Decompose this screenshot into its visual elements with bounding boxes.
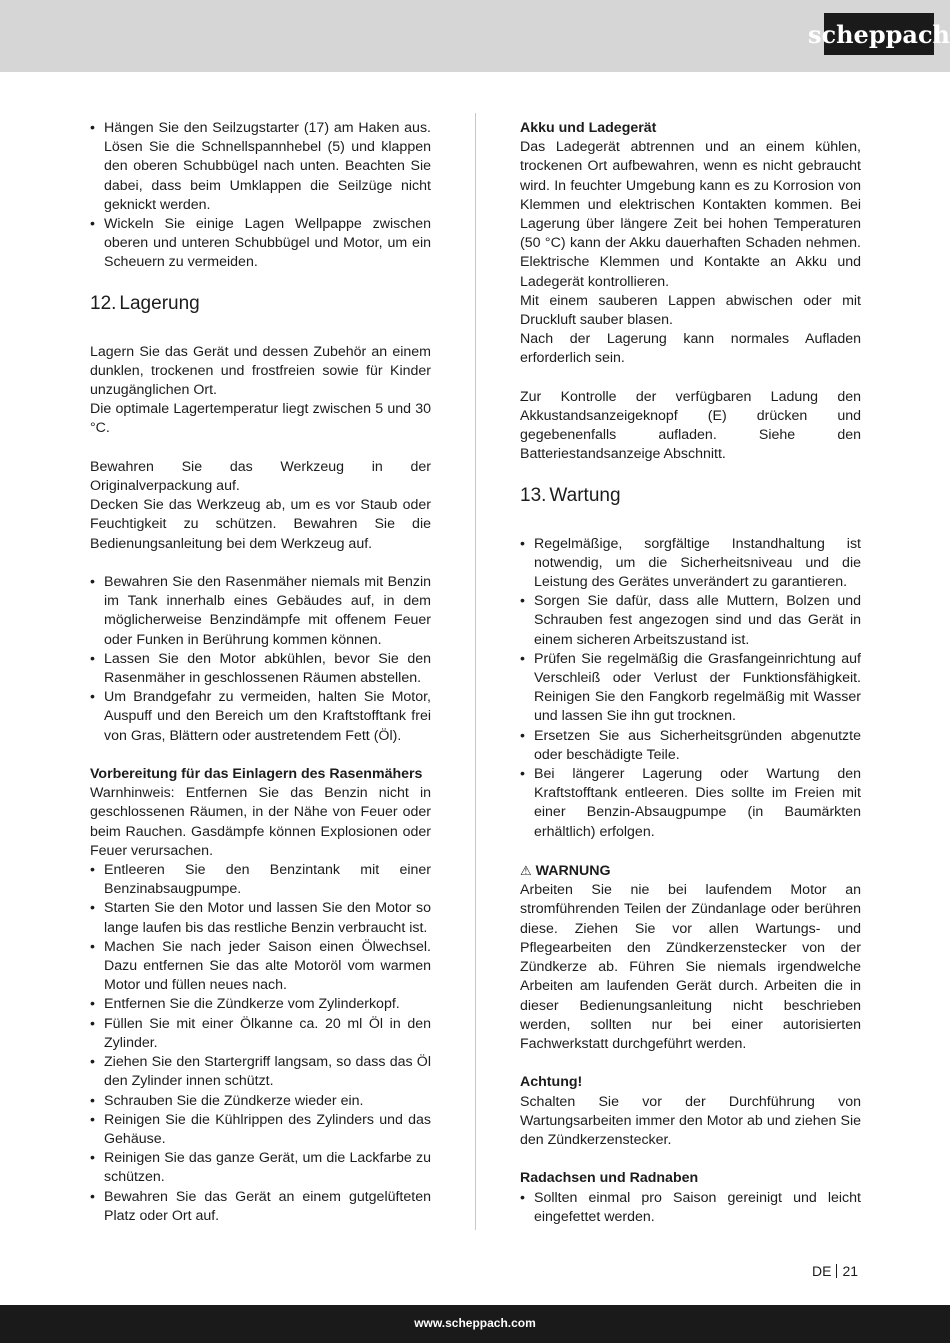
language-code: DE — [812, 1263, 832, 1279]
warnung-label: WARNUNG — [535, 863, 611, 880]
list-item: • Ziehen Sie den Startergriff langsam, so dass das Öl den Zylinder innen schützt. — [90, 1053, 431, 1091]
list-item: • Schrauben Sie die Zündkerze wieder ein. — [90, 1092, 431, 1111]
page-footer — [0, 1305, 950, 1343]
list-item: • Bewahren Sie das Gerät an einem gutgelüfteten Platz oder Ort auf. — [90, 1188, 431, 1226]
list-item: • Bewahren Sie den Rasenmäher niemals mit Benzin im Tank innerhalb eines Gebäudes auf, in dem möglicherweise Benzindämpfe mit offenem Feuer oder Funken in Berührung kommen können. — [90, 573, 431, 650]
list-item: • Lassen Sie den Motor abkühlen, bevor Sie den Rasenmäher in geschlossenen Räumen abstellen. — [90, 650, 431, 688]
storage-bullet-list — [90, 573, 431, 746]
subheading-achtung: Achtung! — [520, 1074, 583, 1091]
list-item: • Machen Sie nach jeder Saison einen Ölwechsel. Dazu entfernen Sie das alte Motoröl vom warmen Motor und füllen neues nach. — [90, 938, 431, 996]
column-divider — [475, 113, 476, 1230]
section-heading-lagerung — [90, 293, 431, 315]
section-number: 13. — [520, 484, 547, 506]
warning-triangle-icon: ⚠ — [520, 863, 532, 879]
list-item: • Starten Sie den Motor und lassen Sie den Motor so lange laufen bis das restliche Benzin verbraucht ist. — [90, 899, 431, 937]
list-item: • Sorgen Sie dafür, dass alle Muttern, Bolzen und Schrauben fest angezogen sind und das Gerät in einem sicheren Arbeitszustand ist. — [520, 592, 861, 650]
brand-logo — [807, 13, 950, 55]
intro-bullet-list — [90, 119, 431, 273]
paragraph: Zur Kontrolle der verfügbaren Ladung den Akkustandsanzeigeknopf (E) drücken und gegebenenfalls aufladen. Siehe den Batteriestandsanzeige Abschnitt. — [520, 388, 861, 463]
section-title: Lagerung — [119, 292, 200, 314]
brand-logo-text: scheppach — [807, 19, 950, 49]
list-item: • Entleeren Sie den Benzintank mit einer Benzinabsaugpumpe. — [90, 861, 431, 899]
page-number — [812, 1263, 858, 1279]
radachsen-bullet-list — [520, 1189, 861, 1227]
list-item: • Ersetzen Sie aus Sicherheitsgründen abgenutzte oder beschädigte Teile. — [520, 727, 861, 765]
paragraph: Warnhinweis: Entfernen Sie das Benzin nicht in geschlossenen Räumen, in der Nähe von Feuer oder beim Rauchen. Gasdämpfe können Explosionen oder Feuer verursachen. — [90, 785, 431, 859]
paragraph: Lagern Sie das Gerät und dessen Zubehör an einem dunklen, trockenen und frostfreien sowie für Kinder unzugänglichen Ort. — [90, 343, 431, 399]
list-item: • Sollten einmal pro Saison gereinigt und leicht eingefettet werden. — [520, 1189, 861, 1227]
subheading-akku: Akku und Ladegerät — [520, 120, 657, 136]
section-number: 12. — [90, 292, 117, 314]
website-link[interactable]: www.scheppach.com — [414, 1316, 536, 1330]
paragraph: Schalten Sie vor der Durchführung von Wartungsarbeiten immer den Motor ab und ziehen Sie den Zündkerzenstecker. — [520, 1093, 861, 1148]
paragraph: Nach der Lagerung kann normales Aufladen erforderlich sein. — [520, 331, 861, 367]
list-item: • Wickeln Sie einige Lagen Wellpappe zwischen oberen und unteren Schubbügel und Motor, um ein Scheuern zu vermeiden. — [90, 215, 431, 273]
paragraph: Bewahren Sie das Werkzeug in der Originalverpackung auf. — [90, 458, 431, 495]
list-item: • Um Brandgefahr zu vermeiden, halten Sie Motor, Auspuff und den Bereich um den Kraftstofftank frei von Gras, Blättern oder austretendem Fett (Öl). — [90, 688, 431, 746]
prep-bullet-list — [90, 861, 431, 1226]
list-item: • Prüfen Sie regelmäßig die Grasfangeinrichtung auf Verschleiß oder Verlust der Funktionsfähigkeit. Reinigen Sie den Fangkorb regelmäßig mit Wasser und lassen Sie ihn gut trocknen. — [520, 650, 861, 727]
paragraph: Arbeiten Sie nie bei laufendem Motor an stromführenden Teilen der Zündanlage oder berühren diese. Ziehen Sie vor allen Wartungs- und Pflegearbeiten den Zündkerzenstecker von der Zündkerze ab. Führen Sie niemals irgendwelche Arbeiten am laufenden Gerät durch. Arbeiten die in dieser Bedienungsanleitung nicht beschrieben werden, sollten nur bei einer autorisierten Fachwerkstatt durchgeführt werden. — [520, 882, 861, 1052]
wartung-bullet-list — [520, 535, 861, 842]
right-column — [520, 119, 861, 1227]
page-number-value: 21 — [842, 1263, 859, 1279]
list-item: • Entfernen Sie die Zündkerze vom Zylinderkopf. — [90, 995, 431, 1014]
list-item: • Reinigen Sie die Kühlrippen des Zylinders und das Gehäuse. — [90, 1111, 431, 1149]
page-number-separator — [836, 1264, 837, 1278]
list-item: • Reinigen Sie das ganze Gerät, um die Lackfarbe zu schützen. — [90, 1149, 431, 1187]
paragraph: Die optimale Lagertemperatur liegt zwischen 5 und 30 °C. — [90, 401, 431, 437]
subheading-prep: Vorbereitung für das Einlagern des Rasenmähers — [90, 766, 423, 783]
section-heading-wartung — [520, 485, 861, 507]
paragraph: Decken Sie das Werkzeug ab, um es vor Staub oder Feuchtigkeit zu schützen. Bewahren Sie die Bedienungsanleitung bei dem Werkzeug auf. — [90, 497, 431, 552]
paragraph: Mit einem sauberen Lappen abwischen oder mit Druckluft sauber blasen. — [520, 292, 861, 329]
section-title: Wartung — [549, 484, 621, 506]
subheading-radachsen: Radachsen und Radnaben — [520, 1170, 699, 1187]
subheading-warnung — [520, 861, 861, 881]
page-header — [0, 0, 950, 72]
left-column — [90, 119, 431, 1226]
list-item: • Bei längerer Lagerung oder Wartung den Kraftstofftank entleeren. Dies sollte im Freien mit einer Benzin-Absaugpumpe (in Baumärkten erhältlich) erfolgen. — [520, 765, 861, 842]
list-item: • Regelmäßige, sorgfältige Instandhaltung ist notwendig, um die Sicherheitsniveau und die Leistung des Gerätes unverändert zu garantieren. — [520, 535, 861, 593]
list-item: • Füllen Sie mit einer Ölkanne ca. 20 ml Öl in den Zylinder. — [90, 1015, 431, 1053]
paragraph: Das Ladegerät abtrennen und an einem kühlen, trockenen Ort aufbewahren, wenn es nicht gebraucht wird. In feuchter Umgebung kann es zu Korrosion von Klemmen und elektrischen Kontakten kommen. Bei Lagerung über längere Zeit bei hohen Temperaturen (50 °C) kann der Akku dauerhaften Schaden nehmen. Elektrische Klemmen und Kontakte an Akku und Ladegerät kontrollieren. — [520, 139, 861, 290]
list-item: • Hängen Sie den Seilzugstarter (17) am Haken aus. Lösen Sie die Schnellspannhebel (5) und klappen den oberen Schubbügel nach unten. Beachten Sie dabei, dass beim Umklappen die Seilzüge nicht geknickt werden. — [90, 119, 431, 215]
